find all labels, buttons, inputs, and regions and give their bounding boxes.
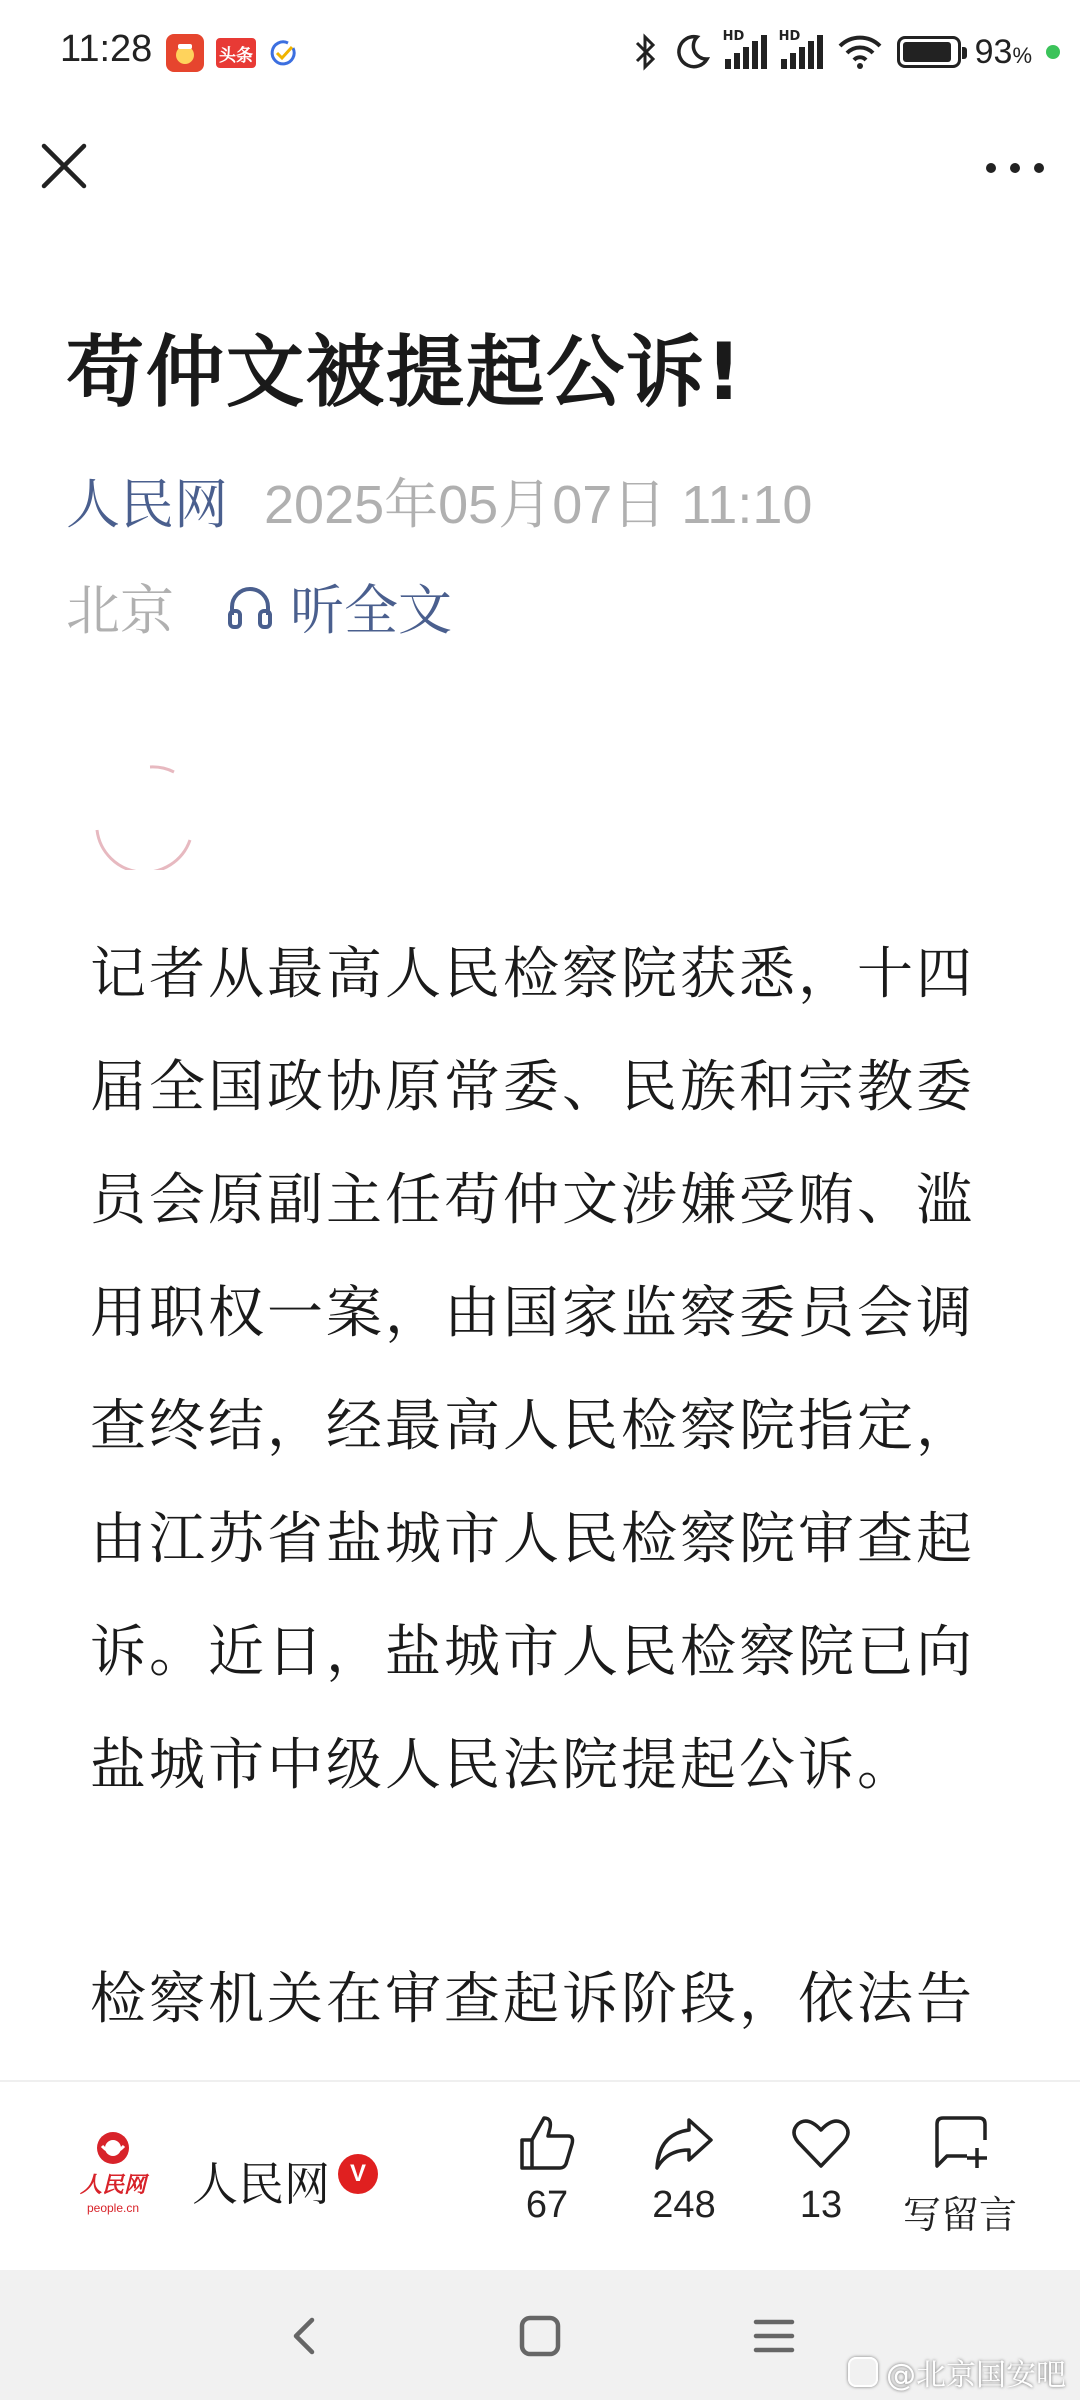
people-daily-logo-icon[interactable] xyxy=(72,2128,154,2220)
article-date: 2025年05月07日 11:10 xyxy=(264,475,813,535)
favorite-button[interactable] xyxy=(756,2110,886,2227)
article-source-link[interactable]: 人民网 xyxy=(66,473,228,536)
like-count: 67 xyxy=(525,2184,569,2226)
comment-add-icon xyxy=(927,2110,993,2176)
task-check-icon xyxy=(268,38,298,68)
home-icon[interactable] xyxy=(512,2308,568,2364)
article-paragraph-2: 检察机关在审查起诉阶段，依法告 xyxy=(90,1967,975,2032)
close-button[interactable] xyxy=(34,136,94,196)
share-button[interactable] xyxy=(619,2110,749,2227)
status-time: 11:28 xyxy=(60,28,153,70)
article-title: 苟仲文被提起公诉! xyxy=(66,328,744,418)
do-not-disturb-moon-icon xyxy=(673,33,711,71)
write-comment-button[interactable] xyxy=(890,2110,1030,2239)
more-options-button[interactable] xyxy=(980,146,1050,190)
heart-icon xyxy=(788,2110,854,2176)
privacy-indicator-dot xyxy=(1046,45,1060,59)
food-app-notification-icon xyxy=(166,34,204,72)
article-meta xyxy=(66,462,812,539)
thumbs-up-icon xyxy=(514,2110,580,2176)
share-arrow-icon xyxy=(651,2110,717,2176)
battery-percent: 93% xyxy=(974,32,1032,71)
brand-name[interactable]: 人民网 xyxy=(192,2157,330,2211)
status-icons xyxy=(633,24,1060,80)
weibo-camera-icon xyxy=(848,2357,878,2387)
bottom-action-bar xyxy=(0,2080,1080,2270)
svg-text:人民网: 人民网 xyxy=(79,2172,147,2198)
article-meta-secondary xyxy=(66,568,452,645)
watermark-text: @北京国安吧 xyxy=(886,2358,1066,2393)
more-dot-icon xyxy=(1034,163,1044,173)
write-comment-label: 写留言 xyxy=(902,2193,1017,2237)
recent-apps-menu-icon[interactable] xyxy=(746,2308,802,2364)
bluetooth-icon xyxy=(633,32,659,72)
wifi-icon xyxy=(837,34,883,70)
more-dot-icon xyxy=(1010,163,1020,173)
watermark xyxy=(848,2350,1066,2394)
listen-label: 听全文 xyxy=(290,579,452,642)
more-dot-icon xyxy=(986,163,996,173)
like-button[interactable] xyxy=(482,2110,612,2227)
battery-icon xyxy=(897,36,961,68)
image-loading-spinner-icon xyxy=(90,760,210,870)
back-icon[interactable] xyxy=(278,2308,334,2364)
svg-text:people.cn: people.cn xyxy=(86,2201,140,2215)
toutiao-notification-icon: 头条 xyxy=(216,38,256,68)
signal-1-icon: HD xyxy=(725,35,767,69)
signal-2-icon: HD xyxy=(781,35,823,69)
close-icon xyxy=(34,136,94,196)
listen-full-text-button[interactable] xyxy=(224,568,452,645)
system-navigation-bar xyxy=(0,2270,1080,2400)
status-bar xyxy=(0,0,1080,110)
headphones-icon xyxy=(224,581,276,633)
share-count: 248 xyxy=(652,2184,716,2226)
verified-badge-icon: V xyxy=(338,2154,378,2194)
favorite-count: 13 xyxy=(799,2184,843,2226)
article-paragraph-1: 记者从最高人民检察院获悉，十四届全国政协原常委、民族和宗教委员会原副主任苟仲文涉嫌受贿、滥用职权一案，由国家监察委员会调查终结，经最高人民检察院指定，由江苏省盐城市人民检察院审查起诉。近日，盐城市人民检察院已向盐城市中级人民法院提起公诉。 xyxy=(90,942,975,1798)
article-location: 北京 xyxy=(66,579,174,642)
